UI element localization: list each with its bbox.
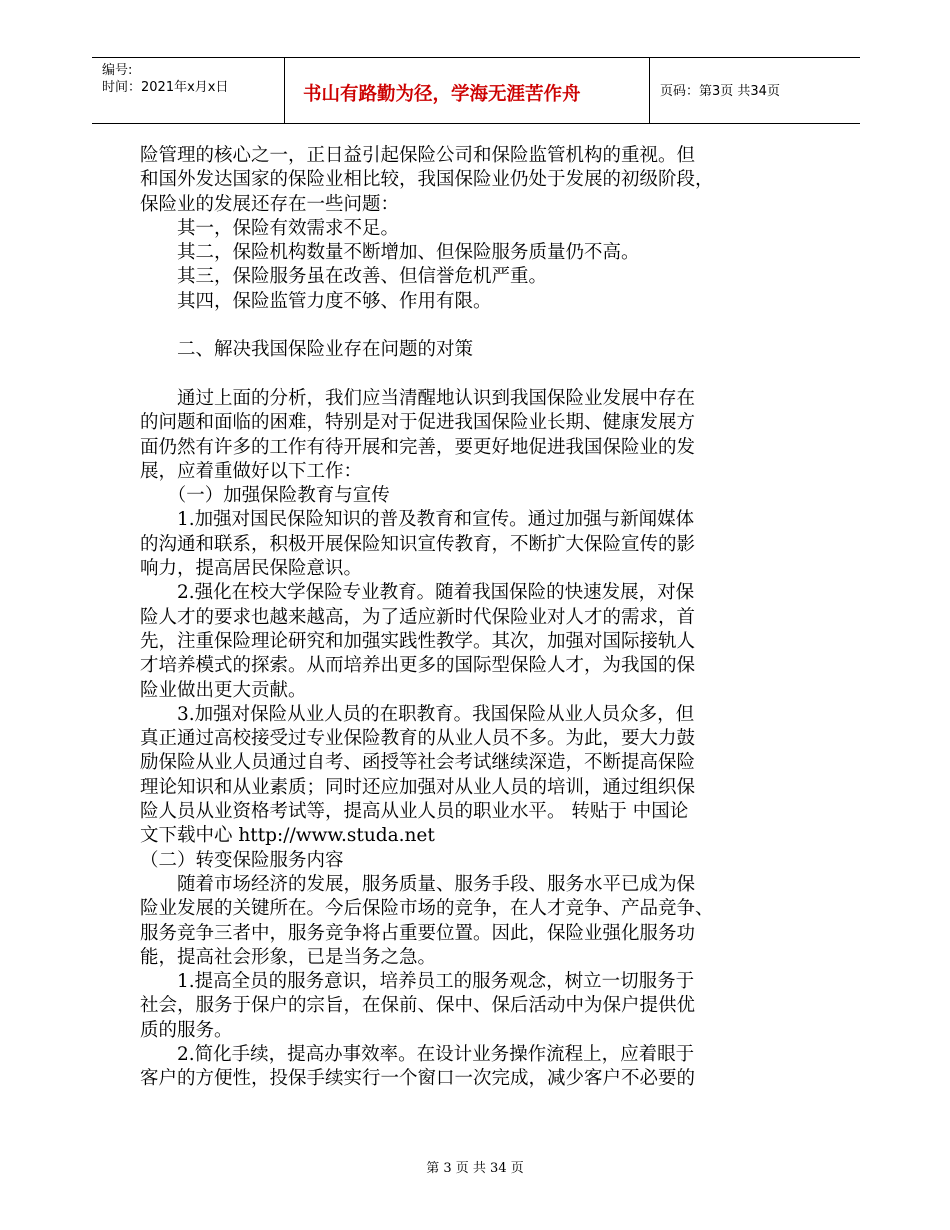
body-line: 随着市场经济的发展，服务质量、服务手段、服务水平已成为保 xyxy=(140,873,696,895)
body-line: 3.加强对保险从业人员的在职教育。我国保险从业人员众多，但 xyxy=(140,703,695,725)
body-line: 险人员从业资格考试等，提高从业人员的职业水平。 转贴于 中国论 xyxy=(140,801,689,823)
body-line: 文下载中心 http://www.studa.net xyxy=(140,825,435,847)
blank-line xyxy=(140,314,805,338)
body-line: 和国外发达国家的保险业相比较，我国保险业仍处于发展的初级阶段， xyxy=(140,169,714,191)
body-line: 保险业的发展还存在一些问题： xyxy=(140,193,400,215)
body-line: 能，提高社会形象，已是当务之急。 xyxy=(140,946,437,968)
body-line: 面仍然有许多的工作有待开展和完善，要更好地促进我国保险业的发 xyxy=(140,436,696,458)
body-line: 其三，保险服务虽在改善、但信誉危机严重。 xyxy=(140,266,548,288)
header-page-cell xyxy=(650,58,860,123)
page-header xyxy=(92,57,860,124)
body-line: 险业做出更大贡献。 xyxy=(140,679,307,701)
body-line: 的问题和面临的困难，特别是对于促进我国保险业长期、健康发展方 xyxy=(140,412,696,434)
body-line: （二）转变保险服务内容 xyxy=(140,849,344,871)
body-line: 其一，保险有效需求不足。 xyxy=(140,217,400,239)
body-line: 先，注重保险理论研究和加强实践性教学。其次，加强对国际接轨人 xyxy=(140,630,696,652)
body-line: 服务竞争三者中，服务竞争将占重要位置。因此，保险业强化服务功 xyxy=(140,922,696,944)
body-line: 1.提高全员的服务意识，培养员工的服务观念，树立一切服务于 xyxy=(140,971,695,993)
header-motto: 书山有路勤为径，学海无涯苦作舟 xyxy=(303,84,581,105)
body-line: 二、解决我国保险业存在问题的对策 xyxy=(140,339,474,361)
body-line: 客户的方便性，投保手续实行一个窗口一次完成，减少客户不必要的 xyxy=(140,1068,696,1090)
body-line: 其二，保险机构数量不断增加、但保险服务质量仍不高。 xyxy=(140,242,640,264)
body-line: 的沟通和联系，积极开展保险知识宣传教育，不断扩大保险宣传的影 xyxy=(140,533,696,555)
body-line: 响力，提高居民保险意识。 xyxy=(140,558,363,580)
body-line: 展，应着重做好以下工作： xyxy=(140,460,363,482)
body-line: 险业发展的关键所在。今后保险市场的竞争，在人才竞争、产品竞争、 xyxy=(140,898,714,920)
body-line: 1.加强对国民保险知识的普及教育和宣传。通过加强与新闻媒体 xyxy=(140,509,695,531)
body-line: 励保险从业人员通过自考、函授等社会考试继续深造，不断提高保险 xyxy=(140,752,696,774)
body-line: 险管理的核心之一，正日益引起保险公司和保险监管机构的重视。但 xyxy=(140,145,696,166)
body-line: 真正通过高校接受过专业保险教育的从业人员不多。为此，要大力鼓 xyxy=(140,728,696,750)
header-page-info: 页码：第3页 共34页 xyxy=(660,84,780,99)
document-number-label: 编号: xyxy=(102,63,133,78)
body-line: 才培养模式的探索。从而培养出更多的国际型保险人才，为我国的保 xyxy=(140,655,696,677)
header-motto-cell xyxy=(284,58,650,123)
body-line: 社会，服务于保户的宗旨，在保前、保中、保后活动中为保户提供优 xyxy=(140,995,696,1017)
body-line: 险人才的要求也越来越高，为了适应新时代保险业对人才的需求，首 xyxy=(140,606,696,628)
body-line: 通过上面的分析，我们应当清醒地认识到我国保险业发展中存在 xyxy=(140,387,696,409)
body-line: 2.强化在校大学保险专业教育。随着我国保险的快速发展，对保 xyxy=(140,582,695,604)
document-time-label: 时间：2021年x月x日 xyxy=(102,80,229,95)
body-line: 理论知识和从业素质；同时还应加强对从业人员的培训，通过组织保 xyxy=(140,776,696,798)
header-meta xyxy=(92,58,284,123)
body-line: 其四，保险监管力度不够、作用有限。 xyxy=(140,290,492,312)
page-footer: 第 3 页 共 34 页 xyxy=(426,1161,524,1176)
body-line: 2.简化手续，提高办事效率。在设计业务操作流程上，应着眼于 xyxy=(140,1043,695,1065)
document-body xyxy=(140,144,805,1092)
blank-line xyxy=(140,363,805,387)
body-line: （一）加强保险教育与宣传 xyxy=(140,485,390,507)
body-line: 质的服务。 xyxy=(140,1019,233,1041)
